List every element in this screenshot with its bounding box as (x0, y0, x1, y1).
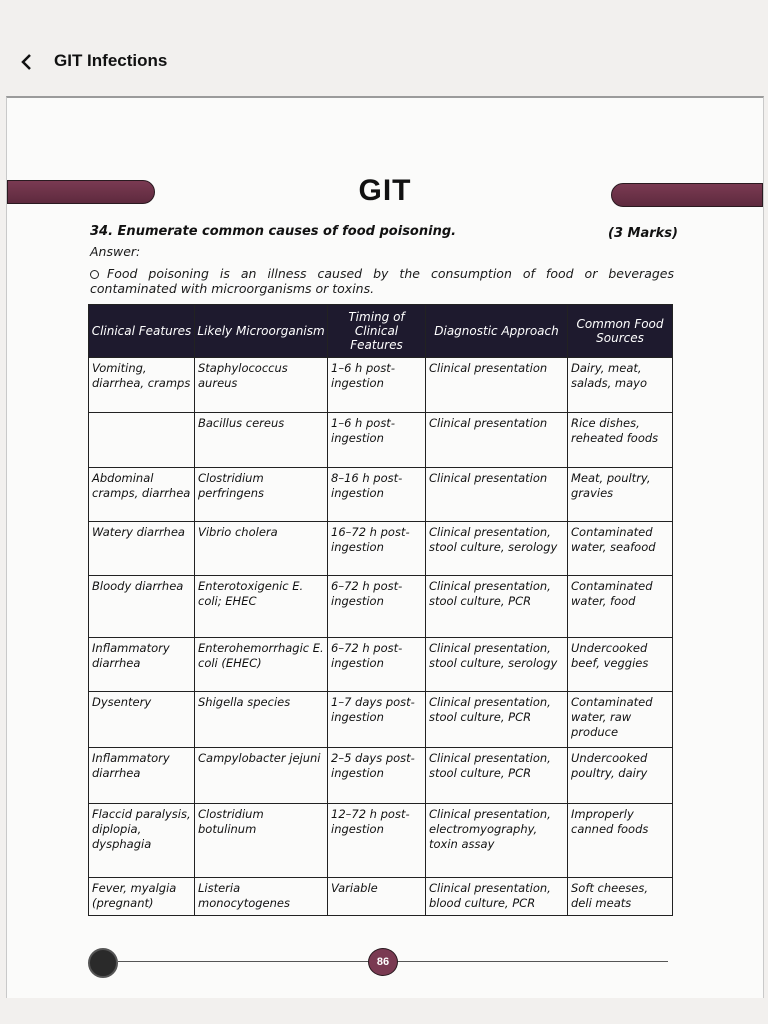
table-cell: 12–72 h post-ingestion (328, 804, 426, 878)
table-cell: Dairy, meat, salads, mayo (568, 358, 673, 413)
table-cell: 16–72 h post-ingestion (328, 522, 426, 576)
table-cell: Clinical presentation, stool culture, serology (426, 522, 568, 576)
table-row (89, 522, 673, 576)
table-cell: Soft cheeses, deli meats (568, 878, 673, 916)
table-cell: Bacillus cereus (195, 413, 328, 468)
column-header: Clinical Features (89, 305, 195, 358)
table-cell: Clostridium botulinum (195, 804, 328, 878)
table-row (89, 804, 673, 878)
table-cell: Clinical presentation (426, 468, 568, 522)
column-header: Common Food Sources (568, 305, 673, 358)
intro-text: Food poisoning is an illness caused by the consumption of food or beverages contaminated with microorganisms or toxins. (90, 266, 674, 296)
table-cell: Fever, myalgia (pregnant) (89, 878, 195, 916)
table-cell: Abdominal cramps, diarrhea (89, 468, 195, 522)
table-row (89, 358, 673, 413)
column-header: Likely Microorganism (195, 305, 328, 358)
header-title: GIT Infections (54, 51, 168, 70)
table-cell: Contaminated water, food (568, 576, 673, 638)
food-poisoning-table (88, 304, 673, 916)
table-cell: Enterotoxigenic E. coli; EHEC (195, 576, 328, 638)
table-row (89, 692, 673, 748)
chevron-left-icon (20, 54, 32, 70)
table-cell: Clinical presentation, blood culture, PCR (426, 878, 568, 916)
table-cell: Flaccid paralysis, diplopia, dysphagia (89, 804, 195, 878)
column-header: Diagnostic Approach (426, 305, 568, 358)
marks-label: (3 Marks) (608, 226, 678, 241)
table-cell: Watery diarrhea (89, 522, 195, 576)
table-row (89, 576, 673, 638)
food-poisoning-table-wrap (88, 304, 672, 916)
table-cell: Clinical presentation, electromyography, toxin assay (426, 804, 568, 878)
table-cell: Clinical presentation (426, 358, 568, 413)
table-cell: Shigella species (195, 692, 328, 748)
table-header-row (89, 305, 673, 358)
table-cell: Listeria monocytogenes (195, 878, 328, 916)
table-cell: Dysentery (89, 692, 195, 748)
table-cell: Clinical presentation (426, 413, 568, 468)
table-row (89, 413, 673, 468)
table-cell: Clinical presentation, stool culture, PCR (426, 576, 568, 638)
table-cell: Contaminated water, raw produce (568, 692, 673, 748)
table-cell: 1–7 days post-ingestion (328, 692, 426, 748)
table-cell: Inflammatory diarrhea (89, 748, 195, 804)
question-text: 34. Enumerate common causes of food poisoning. (90, 224, 457, 239)
table-cell (89, 413, 195, 468)
table-cell: Rice dishes, reheated foods (568, 413, 673, 468)
table-cell: Undercooked poultry, dairy (568, 748, 673, 804)
answer-label: Answer: (90, 244, 141, 259)
table-cell: 6–72 h post-ingestion (328, 638, 426, 692)
table-cell: 8–16 h post-ingestion (328, 468, 426, 522)
table-cell: Clostridium perfringens (195, 468, 328, 522)
back-button[interactable] (16, 50, 36, 74)
table-cell: 2–5 days post-ingestion (328, 748, 426, 804)
table-cell: 1–6 h post-ingestion (328, 358, 426, 413)
table-row (89, 468, 673, 522)
publisher-logo-icon (88, 948, 118, 978)
table-cell: Vomiting, diarrhea, cramps (89, 358, 195, 413)
table-cell: Variable (328, 878, 426, 916)
table-cell: Contaminated water, seafood (568, 522, 673, 576)
app-header (0, 44, 768, 80)
table-row (89, 748, 673, 804)
table-cell: Inflammatory diarrhea (89, 638, 195, 692)
table-cell: Undercooked beef, veggies (568, 638, 673, 692)
table-row (89, 638, 673, 692)
section-title: GIT (358, 174, 412, 207)
table-cell: Improperly canned foods (568, 804, 673, 878)
table-cell: Bloody diarrhea (89, 576, 195, 638)
table-row (89, 878, 673, 916)
table-cell: Vibrio cholera (195, 522, 328, 576)
table-cell: 1–6 h post-ingestion (328, 413, 426, 468)
table-cell: Meat, poultry, gravies (568, 468, 673, 522)
table-cell: Staphylococcus aureus (195, 358, 328, 413)
table-cell: Clinical presentation, stool culture, PCR (426, 748, 568, 804)
bullet-circle-icon (90, 270, 99, 279)
table-cell: 6–72 h post-ingestion (328, 576, 426, 638)
table-cell: Enterohemorrhagic E. coli (EHEC) (195, 638, 328, 692)
table-cell: Clinical presentation, stool culture, PCR (426, 692, 568, 748)
intro-paragraph (90, 266, 674, 296)
page-number: 86 (368, 948, 398, 976)
column-header: Timing of Clinical Features (328, 305, 426, 358)
page-footer (6, 940, 762, 980)
table-cell: Clinical presentation, stool culture, serology (426, 638, 568, 692)
table-cell: Campylobacter jejuni (195, 748, 328, 804)
